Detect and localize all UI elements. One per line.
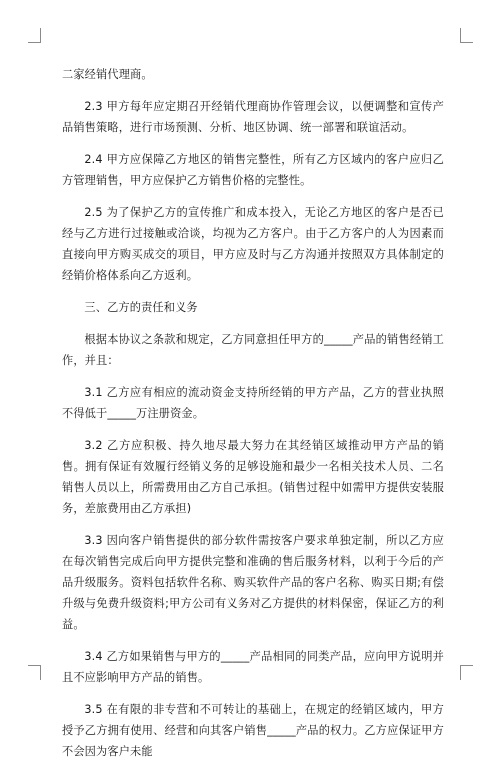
crop-mark-top-left <box>28 28 41 43</box>
paragraph-2-3: 2.3 甲方每年应定期召开经销代理商协作管理会议，以便调整和宣传产品销售策略，进行市场预测、分析、地区协调、统一部署和联谊活动。 <box>62 100 444 134</box>
crop-mark-top-right <box>460 28 473 43</box>
paragraph-3-4: 3.4 乙方如果销售与甲方的_____产品相同的同类产品，应向甲方说明并且不应影响甲方产品的销售。 <box>62 650 444 684</box>
document-body <box>62 64 444 773</box>
paragraph-continuation: 二家经销代理商。 <box>62 68 153 81</box>
paragraph-intro: 根据本协议之条款和规定，乙方同意担任甲方的_____产品的销售经销工作，并且： <box>62 333 444 367</box>
section-heading-3: 三、乙方的责任和义务 <box>84 301 198 314</box>
paragraph-3-5: 3.5 在有限的非专营和不可转让的基础上，在规定的经销区域内，甲方授予乙方拥有使用、经营和向其客户销售_____产品的权力。乙方应保证甲方不会因为客户未能 <box>62 703 444 758</box>
paragraph-2-5: 2.5 为了保护乙方的宣传推广和成本投入，无论乙方地区的客户是否已经与乙方进行过接触或洽谈，均视为乙方客户。由于乙方客户的人为因素而直接向甲方购买成交的项目，甲方应及时与乙方沟通并按照双方具体制定的经销价格体系向乙方返利。 <box>62 206 444 282</box>
paragraph-2-4: 2.4 甲方应保障乙方地区的销售完整性，所有乙方区域内的客户应归乙方管理销售，甲方应保护乙方销售价格的完整性。 <box>62 153 444 187</box>
paragraph-3-1: 3.1 乙方应有相应的流动资金支持所经销的甲方产品，乙方的营业执照不得低于_____万注册资金。 <box>62 386 444 420</box>
crop-mark-bottom-right <box>460 665 473 680</box>
paragraph-3-2: 3.2 乙方应积极、持久地尽最大努力在其经销区域推动甲方产品的销售。拥有保证有效履行经销义务的足够设施和最少一名相关技术人员、二名销售人员以上，所需费用由乙方自己承担。(销售过程中如需甲方提供安装服务，差旅费用由乙方承担) <box>62 439 444 515</box>
crop-mark-bottom-left <box>28 665 41 680</box>
paragraph-3-3: 3.3 因向客户销售提供的部分软件需按客户要求单独定制，所以乙方应在每次销售完成后向甲方提供完整和准确的售后服务材料，以利于今后的产品升级服务。资料包括软件名称、购买软件产品的客户名称、购买日期;有偿升级与免费升级资料;甲方公司有义务对乙方提供的材料保密，保证乙方的利益。 <box>62 534 444 631</box>
